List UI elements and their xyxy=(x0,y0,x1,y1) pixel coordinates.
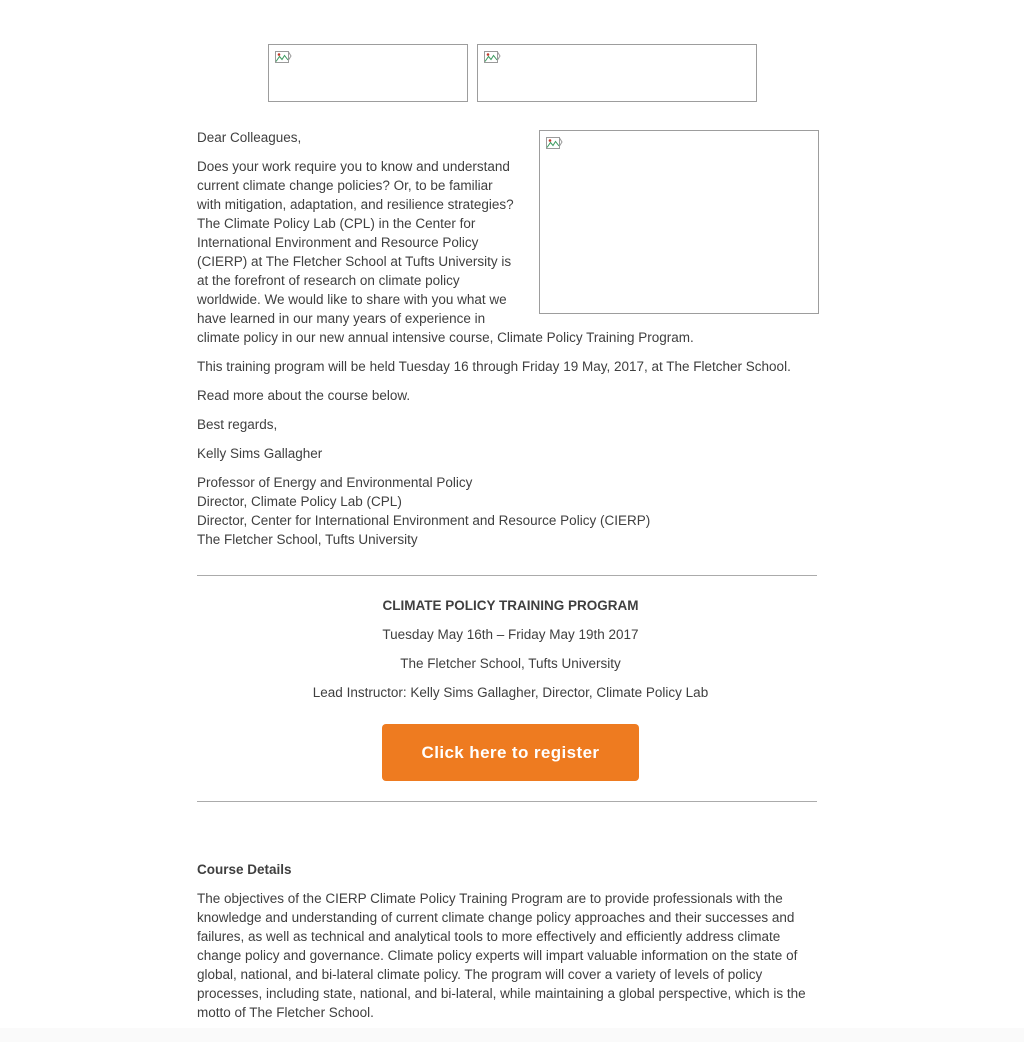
signature-line: Director, Center for International Environment and Resource Policy (CIERP) xyxy=(197,513,651,528)
intro-paragraph: Does your work require you to know and understand current climate change policies? Or, to be familiar with mitigation, adaptation, and resilience strategies? The Climate Policy Lab (CPL) in the Center for International Environment and Resource Policy (CIERP) at The Fletcher School at Tufts University is at the forefront of research on climate policy worldwide. We would like to share with you what we have learned in our many years of experience in climate policy in our new annual intensive course, Climate Policy Training Program. xyxy=(197,159,694,345)
program-location: The Fletcher School, Tufts University xyxy=(400,656,621,671)
header-image-left-placeholder xyxy=(268,44,468,102)
signature-line: Director, Climate Policy Lab (CPL) xyxy=(197,494,402,509)
register-button[interactable]: Click here to register xyxy=(382,724,639,781)
greeting: Dear Colleagues, xyxy=(197,130,302,145)
divider-bottom xyxy=(197,801,817,802)
program-title: CLIMATE POLICY TRAINING PROGRAM xyxy=(382,598,639,613)
program-section xyxy=(197,596,824,781)
broken-image-icon xyxy=(546,137,563,152)
read-more-paragraph: Read more about the course below. xyxy=(197,388,411,403)
inline-image-placeholder xyxy=(539,130,819,314)
course-details-body: The objectives of the CIERP Climate Policy Training Program are to provide professionals with the knowledge and understanding of current climate change policy approaches and their successes and failures, as well as technical and analytical tools to more effectively and efficiently address climate change policy and governance. Climate policy experts will impart valuable information on the state of global, national, and bi-lateral climate policy. The program will cover a variety of levels of policy processes, including state, national, and bi-lateral, while maintaining a global perspective, which is the motto of The Fletcher School. xyxy=(197,891,806,1020)
program-instructor: Lead Instructor: Kelly Sims Gallagher, Director, Climate Policy Lab xyxy=(312,685,709,700)
signature-line: Professor of Energy and Environmental Policy xyxy=(197,475,473,490)
broken-image-icon xyxy=(484,51,501,66)
signature-name: Kelly Sims Gallagher xyxy=(197,446,323,461)
footer-strip xyxy=(0,1028,1024,1042)
signature-block xyxy=(197,473,824,549)
signature-line: The Fletcher School, Tufts University xyxy=(197,532,418,547)
program-dates: Tuesday May 16th – Friday May 19th 2017 xyxy=(382,627,639,642)
header-images-row xyxy=(0,0,1024,102)
header-image-right-placeholder xyxy=(477,44,757,102)
closing-paragraph: Best regards, xyxy=(197,417,278,432)
broken-image-icon xyxy=(275,51,292,66)
course-details-heading: Course Details xyxy=(197,862,292,877)
schedule-paragraph: This training program will be held Tuesday 16 through Friday 19 May, 2017, at The Fletcher School. xyxy=(197,359,791,374)
divider-top xyxy=(197,575,817,576)
email-content xyxy=(197,128,824,1042)
